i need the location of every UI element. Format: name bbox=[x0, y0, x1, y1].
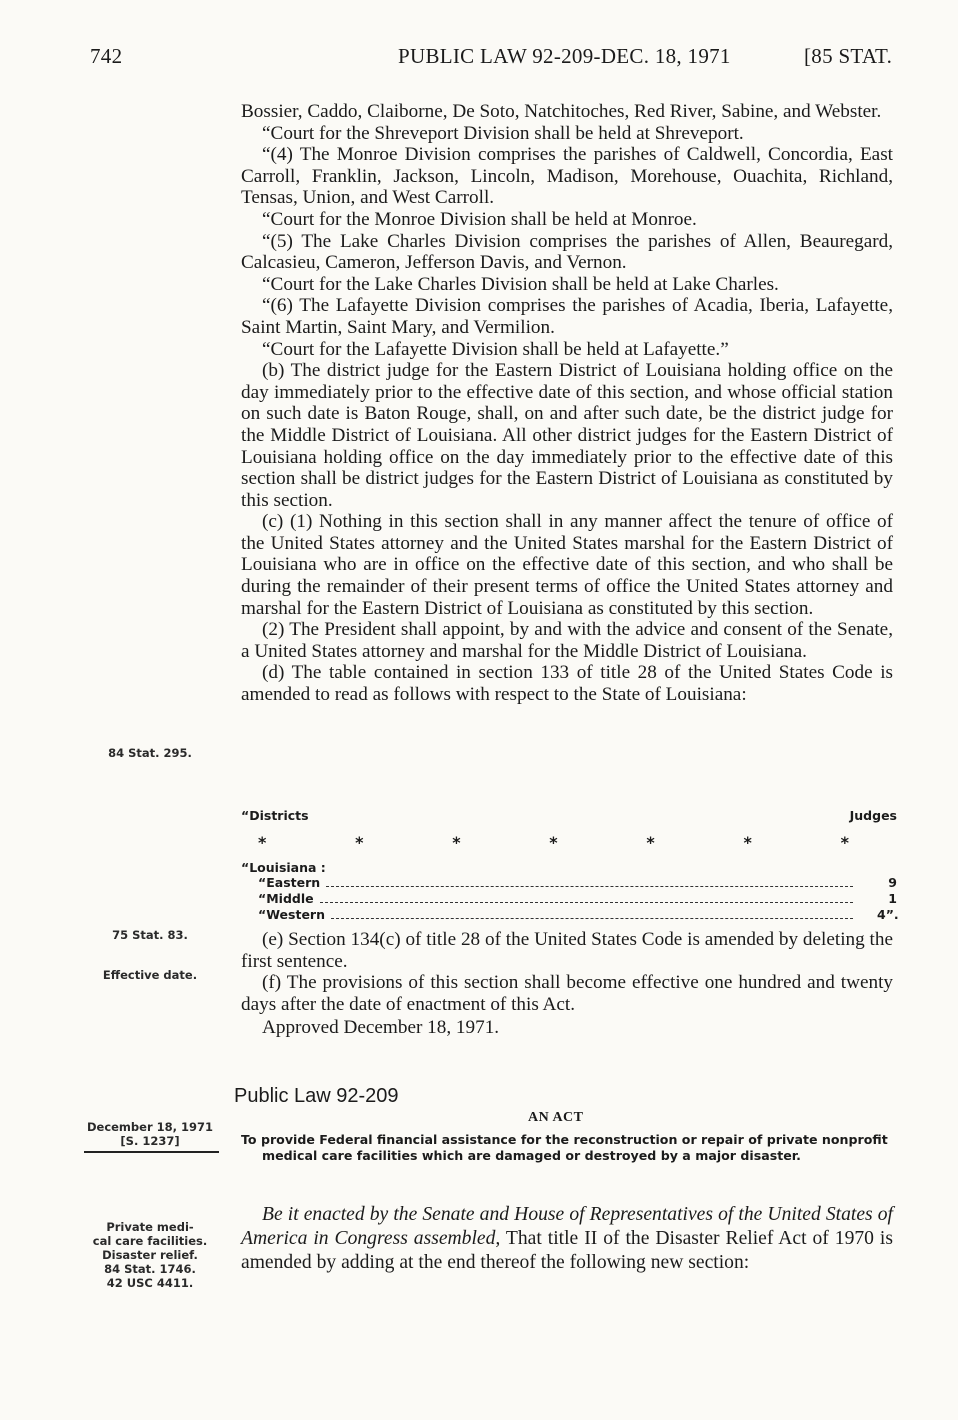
table-row: “Middle 1 bbox=[258, 891, 897, 906]
body-text-lower bbox=[241, 929, 893, 1039]
margin-note: Effective date. bbox=[102, 968, 198, 982]
margin-note: 84 Stat. 295. bbox=[108, 746, 192, 760]
enacting-formula: Be it enacted by the Senate and House of Representatives of the United States of America in Congress assembled, bbox=[241, 1204, 893, 1249]
paragraph: (c) (1) Nothing in this section shall in any manner affect the tenure of office of the United States attorney and the United States marshal for the Eastern District of Louisiana who are in office on the effective date of this section, and who shall be during the remainder of their present terms of office the United States attorney and marshal for the Eastern District of Louisiana as constituted by this section. bbox=[241, 511, 893, 619]
paragraph: Bossier, Caddo, Claiborne, De Soto, Natchitoches, Red River, Sabine, and Webster. bbox=[241, 101, 882, 122]
table-header-judges: Judges bbox=[849, 808, 897, 823]
act-heading: AN ACT bbox=[528, 1110, 584, 1125]
table-row: “Western 4”. bbox=[258, 907, 899, 922]
paragraph: “Court for the Lafayette Division shall be held at Lafayette.” bbox=[262, 338, 729, 360]
district-judges-table bbox=[241, 808, 897, 923]
enacting-clause bbox=[241, 1203, 893, 1275]
public-law-title: Public Law 92-209 bbox=[234, 1085, 399, 1107]
table-state: “Louisiana : bbox=[241, 860, 326, 875]
margin-rule bbox=[84, 1151, 219, 1153]
paragraph: “Court for the Monroe Division shall be held at Monroe. bbox=[262, 208, 697, 230]
paragraph: (d) The table contained in section 133 of title 28 of the United States Code is amended to read as follows with respect to the State of Louisiana: bbox=[241, 662, 893, 706]
act-description: To provide Federal financial assistance for the reconstruction or repair of private nonprofit medical care facilities which are damaged or destroyed by a major disaster. bbox=[241, 1132, 888, 1163]
paragraph: “Court for the Lake Charles Division shall be held at Lake Charles. bbox=[262, 273, 779, 295]
table-header-districts: “Districts bbox=[241, 808, 309, 823]
paragraph: “(6) The Lafayette Division comprises the parishes of Acadia, Iberia, Lafayette, Saint Martin, Saint Mary, and Vermilion. bbox=[241, 295, 893, 338]
running-title: PUBLIC LAW 92-209-DEC. 18, 1971 bbox=[398, 44, 731, 68]
paragraph: (b) The district judge for the Eastern District of Louisiana holding office on the day immediately prior to the effective date of this section, and whose official station on such date is Baton Rouge, shall, on and after such date, be the district judge for the Middle District of Louisiana. All other district judges for the Eastern District of Louisiana holding office on the day immediately prior to the effective date of this section shall be district judges for the Eastern District of Louisiana as constituted by this section. bbox=[241, 360, 893, 511]
paragraph: (e) Section 134(c) of title 28 of the United States Code is amended by deleting the first sentence. bbox=[241, 929, 893, 972]
margin-bill: [S. 1237] bbox=[120, 1134, 180, 1148]
paragraph: “(4) The Monroe Division comprises the parishes of Caldwell, Concordia, East Carroll, Franklin, Jackson, Lincoln, Madison, Morehouse, Ouachita, Richland, Tensas, Union, and West Carroll. bbox=[241, 144, 893, 209]
paragraph: (2) The President shall appoint, by and with the advice and consent of the Senate, a United States attorney and marshal for the Middle District of Louisiana. bbox=[241, 619, 893, 662]
margin-note: 75 Stat. 83. bbox=[112, 928, 188, 942]
ellipsis-stars: * * * * * * * bbox=[258, 833, 849, 852]
margin-subject-notes: Private medi- cal care facilities. Disaster relief. 84 Stat. 1746. 42 USC 4411. bbox=[92, 1220, 208, 1290]
paragraph: (f) The provisions of this section shall become effective one hundred and twenty days after the date of enactment of this Act. bbox=[241, 972, 893, 1015]
body-text-upper bbox=[241, 101, 893, 706]
margin-date: December 18, 1971 bbox=[86, 1120, 214, 1134]
stat-volume: [85 STAT. bbox=[804, 44, 893, 68]
paragraph: “Court for the Shreveport Division shall be held at Shreveport. bbox=[262, 122, 744, 144]
approval-line: Approved December 18, 1971. bbox=[262, 1017, 500, 1039]
page-number: 742 bbox=[90, 44, 123, 68]
enacting-text: That title II of the Disaster Relief Act of 1970 is amended by adding at the end thereof the following new section: bbox=[241, 1228, 893, 1273]
paragraph: “(5) The Lake Charles Division comprises the parishes of Allen, Beauregard, Calcasieu, Cameron, Jefferson Davis, and Vernon. bbox=[241, 230, 893, 274]
table-row: “Eastern 9 bbox=[258, 875, 897, 890]
